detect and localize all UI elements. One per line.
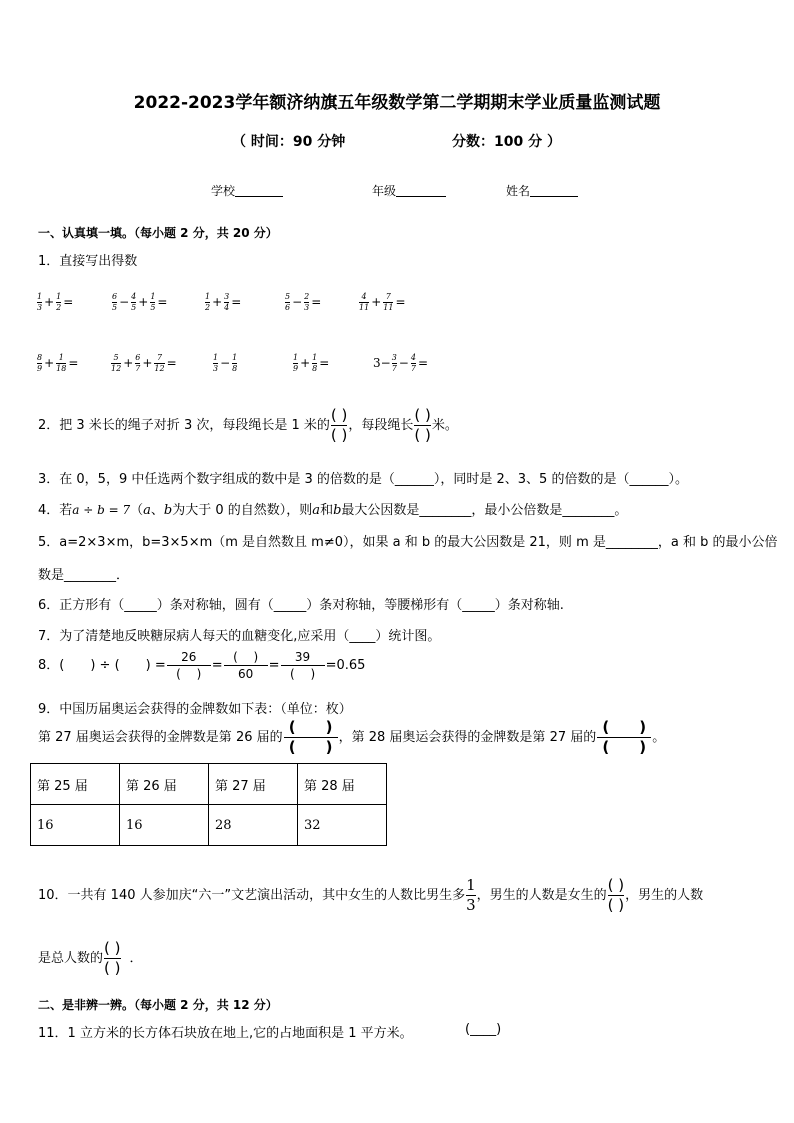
answer-fraction[interactable]: ( ) ( ) <box>284 720 338 755</box>
question-9: 9．中国历届奥运会获得的金牌数如下表：（单位：枚） <box>38 702 352 717</box>
question-5: 5．a=2×3×m，b=3×5×m（m 是自然数且 m≠0），如果 a 和 b 的最大公因数是 21，则 m 是________，a 和 b 的最小公倍 <box>38 535 778 550</box>
question-7: 7．为了清楚地反映糖尿病人每天的血糖变化,应采用（____）统计图。 <box>38 629 441 644</box>
table-header-row <box>31 764 387 805</box>
question-9-cont: 第 27 届奥运会获得的金牌数是第 26 届的 ( ) ( ) ，第 28 届奥运会获得的金牌数是第 27 届的 ( ) ( ) 。 <box>38 718 666 756</box>
answer-fraction[interactable]: ( ) ( ) <box>597 720 651 755</box>
calc-2-1: $\frac{8}{9}$ + $\frac{1}{18}$ = <box>37 353 79 373</box>
grade-field[interactable] <box>372 182 446 199</box>
calc-2-2: $\frac{5}{12}$ + $\frac{6}{7}$ + $\frac{7}{12}$ = <box>111 353 177 373</box>
time-label: （ 时间：90 分钟 <box>232 134 346 150</box>
school-field[interactable] <box>211 182 283 199</box>
table-row <box>31 805 387 846</box>
table-header-cell: 第 28 届 <box>298 764 387 805</box>
calc-1-1: $\frac{1}{3}$ + $\frac{1}{2}$ = <box>37 292 74 312</box>
school-blank[interactable] <box>235 183 283 197</box>
table-cell: 16 <box>31 805 120 846</box>
answer-fraction[interactable]: ( ) ( ) <box>330 406 348 444</box>
section-2-heading: 二、是非辨一辨。（每小题 2 分，共 12 分） <box>38 998 278 1012</box>
table-cell: 32 <box>298 805 387 846</box>
table-cell: 28 <box>209 805 298 846</box>
grade-label: 年级 <box>372 184 397 198</box>
page-title: 2022-2023学年额济纳旗五年级数学第二学期期末学业质量监测试题 <box>133 93 661 113</box>
calc-1-4: $\frac{5}{6}$ − $\frac{2}{3}$ = <box>285 292 322 312</box>
calc-2-5: 3− $\frac{3}{7}$ − $\frac{4}{7}$ = <box>373 353 429 373</box>
section-1-heading: 一、认真填一填。（每小题 2 分，共 20 分） <box>38 226 278 240</box>
calc-1-2: $\frac{6}{5}$ − $\frac{4}{5}$ + $\frac{1}{5}$ = <box>112 292 168 312</box>
name-label: 姓名 <box>506 184 531 198</box>
question-6: 6．正方形有（_____）条对称轴，圆有（_____）条对称轴，等腰梯形有（_____）条对称轴. <box>38 598 564 613</box>
answer-fraction[interactable]: ( ) ( ) <box>104 939 121 977</box>
question-11: 11．1 立方米的长方体石块放在地上,它的占地面积是 1 平方米。 <box>38 1026 413 1041</box>
name-field[interactable] <box>506 182 578 199</box>
calc-2-4: $\frac{1}{9}$ + $\frac{1}{8}$ = <box>293 353 330 373</box>
calc-2-3: $\frac{1}{3}$ − $\frac{1}{8}$ <box>213 353 238 373</box>
score-label: 分数：100 分 ） <box>452 134 561 150</box>
answer-fraction[interactable]: ( ) ( ) <box>607 876 625 914</box>
name-blank[interactable] <box>530 183 578 197</box>
calc-1-3: $\frac{1}{2}$ + $\frac{3}{4}$ = <box>205 292 242 312</box>
grade-blank[interactable] <box>396 183 446 197</box>
question-3: 3．在 0，5，9 中任选两个数字组成的数中是 3 的倍数的是（______），同时是 2、3、5 的倍数的是（______）。 <box>38 472 688 487</box>
question-2: 2．把 3 米长的绳子对折 3 次，每段绳长是 1 米的 ( ) ( ) ，每段绳长 ( ) ( ) 米。 <box>38 406 458 444</box>
question-11-answer-blank[interactable]: (____) <box>465 1022 502 1037</box>
question-10: 10．一共有 140 人参加庆“六一”文艺演出活动，其中女生的人数比男生多 $\frac{1}{3}$ ，男生的人数是女生的 ( ) ( ) ，男生的人数 <box>38 876 704 914</box>
question-5-cont: 数是________． <box>38 568 130 583</box>
answer-fraction[interactable]: ( ) ( ) <box>414 406 431 444</box>
table-cell: 16 <box>120 805 209 846</box>
table-header-cell: 第 25 届 <box>31 764 120 805</box>
question-10-cont: 是总人数的 ( ) ( ) ． <box>38 939 143 977</box>
question-1: 1．直接写出得数 <box>38 254 138 269</box>
calc-1-5: $\frac{4}{11}$ + $\frac{7}{11}$ = <box>359 292 406 312</box>
table-header-cell: 第 26 届 <box>120 764 209 805</box>
question-8: 8．( ) ÷ ( ) = 26 ( ) = ( ) 60 = 39 ( ) =0.65 <box>38 650 366 681</box>
school-label: 学校 <box>211 184 236 198</box>
table-header-cell: 第 27 届 <box>209 764 298 805</box>
question-4: 4．若a ÷ b = 7（a、b为大于 0 的自然数），则a和b最大公因数是________，最小公倍数是________。 <box>38 503 628 518</box>
medal-table <box>30 763 387 846</box>
